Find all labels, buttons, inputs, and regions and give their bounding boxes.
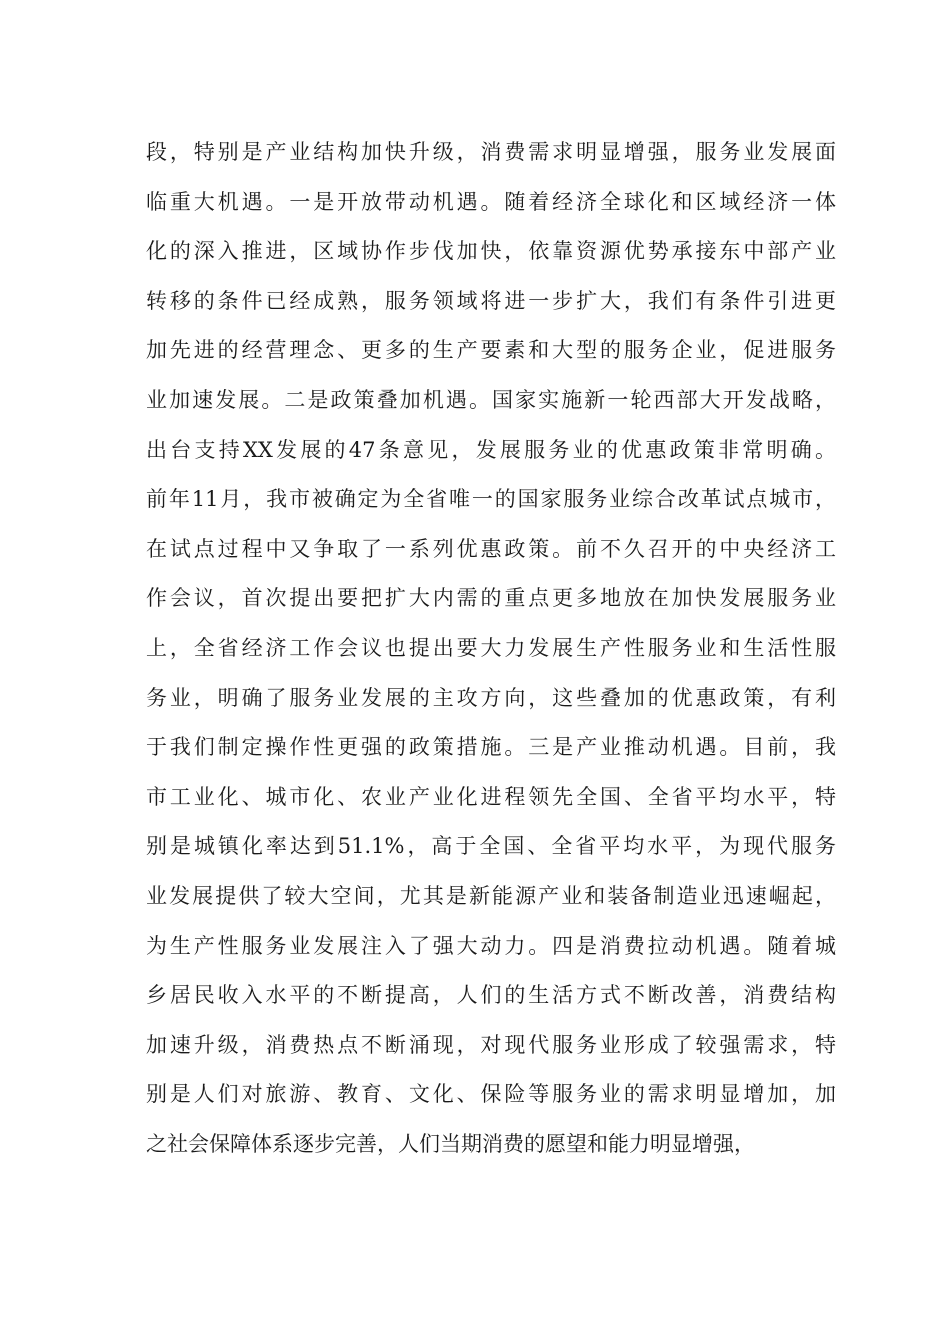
paragraph-line: 业加速发展。二是政策叠加机遇。国家实施新一轮西部大开发战略， — [146, 387, 836, 412]
paragraph-line: 业发展提供了较大空间，尤其是新能源产业和装备制造业迅速崛起， — [146, 883, 836, 908]
paragraph-line: 前年11月，我市被确定为全省唯一的国家服务业综合改革试点城市， — [146, 487, 836, 512]
body-paragraph — [146, 128, 836, 1169]
paragraph-line: 在试点过程中又争取了一系列优惠政策。前不久召开的中央经济工 — [146, 536, 836, 561]
paragraph-line: 化的深入推进，区域协作步伐加快，依靠资源优势承接东中部产业 — [146, 239, 836, 264]
paragraph-line: 上，全省经济工作会议也提出要大力发展生产性服务业和生活性服 — [146, 635, 836, 660]
paragraph-line: 乡居民收入水平的不断提高，人们的生活方式不断改善，消费结构 — [146, 983, 836, 1008]
paragraph-line: 段，特别是产业结构加快升级，消费需求明显增强，服务业发展面 — [146, 140, 836, 164]
paragraph-line: 加先进的经营理念、更多的生产要素和大型的服务企业，促进服务 — [146, 338, 836, 363]
paragraph-line: 为生产性服务业发展注入了强大动力。四是消费拉动机遇。随着城 — [146, 933, 836, 958]
paragraph-line: 之社会保障体系逐步完善，人们当期消费的愿望和能力明显增强， — [146, 1131, 755, 1156]
paragraph-line: 市工业化、城市化、农业产业化进程领先全国、全省平均水平，特 — [146, 784, 836, 809]
paragraph-line: 出台支持XX发展的47条意见，发展服务业的优惠政策非常明确。 — [146, 437, 836, 462]
paragraph-line: 加速升级，消费热点不断涌现，对现代服务业形成了较强需求，特 — [146, 1032, 836, 1057]
paragraph-line: 于我们制定操作性更强的政策措施。三是产业推动机遇。目前，我 — [146, 735, 836, 760]
paragraph-line: 别是人们对旅游、教育、文化、保险等服务业的需求明显增加，加 — [146, 1082, 836, 1107]
paragraph-line: 作会议，首次提出要把扩大内需的重点更多地放在加快发展服务业 — [146, 586, 836, 611]
paragraph-line: 别是城镇化率达到51.1%，高于全国、全省平均水平，为现代服务 — [146, 834, 836, 859]
paragraph-line: 务业，明确了服务业发展的主攻方向，这些叠加的优惠政策，有利 — [146, 685, 836, 710]
paragraph-line: 临重大机遇。一是开放带动机遇。随着经济全球化和区域经济一体 — [146, 189, 836, 214]
paragraph-line: 转移的条件已经成熟，服务领域将进一步扩大，我们有条件引进更 — [146, 288, 836, 313]
